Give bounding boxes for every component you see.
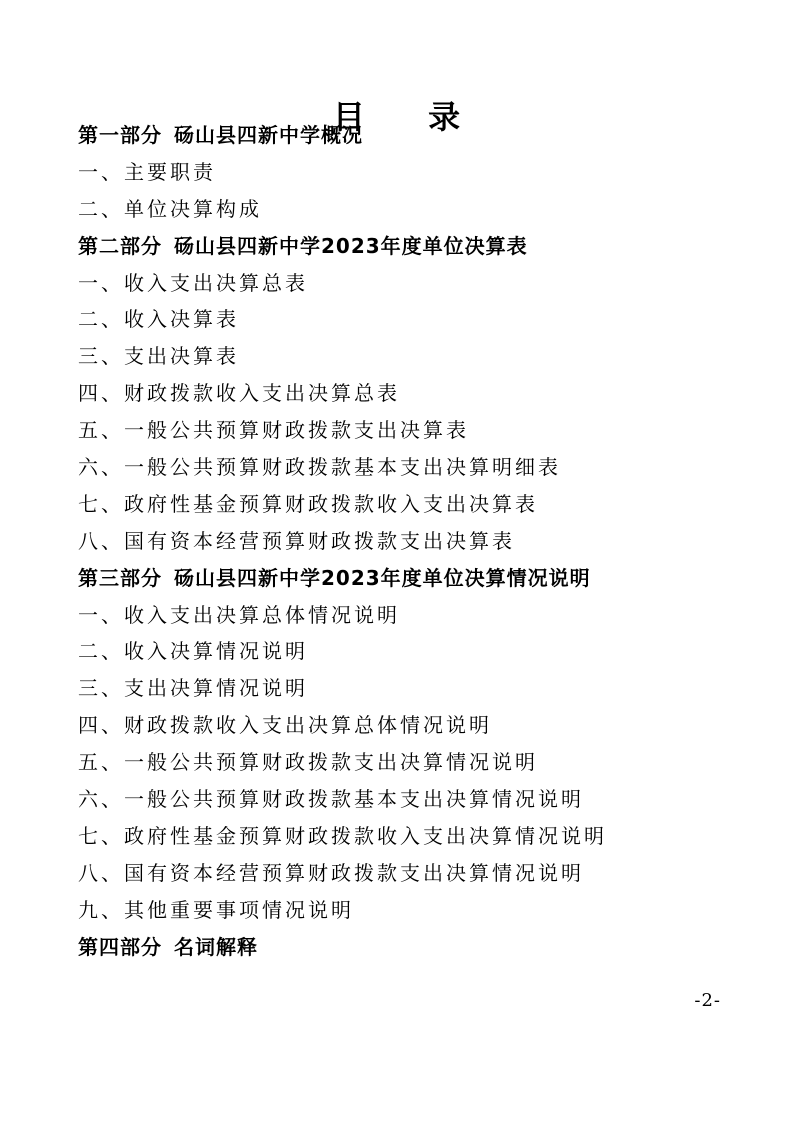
toc-item	[78, 597, 758, 634]
toc-item	[78, 818, 758, 855]
toc-item-text: 二、单位决算构成	[78, 196, 262, 221]
toc-item-text: 五、一般公共预算财政拨款支出决算表	[78, 418, 469, 443]
toc-item-text: 一、主要职责	[78, 159, 216, 184]
toc-item-text: 八、国有资本经营预算财政拨款支出决算表	[78, 528, 515, 553]
toc-item-text: 一、收入支出决算总体情况说明	[78, 602, 400, 627]
toc-item	[78, 154, 758, 191]
toc-item	[78, 633, 758, 670]
toc-item-text: 五、一般公共预算财政拨款支出决算情况说明	[78, 750, 538, 775]
toc-item-text: 一、收入支出决算总表	[78, 270, 308, 295]
toc-item	[78, 449, 758, 486]
toc-part-title: 砀山县四新中学概况	[174, 123, 363, 147]
toc-item	[78, 265, 758, 302]
toc-item	[78, 855, 758, 892]
toc-part-label: 第一部分	[78, 123, 162, 147]
toc-item	[78, 744, 758, 781]
toc-part-heading	[78, 228, 758, 265]
toc-part-label: 第四部分	[78, 934, 162, 959]
toc-part-heading	[78, 929, 758, 966]
page-title: 目 录	[332, 98, 487, 137]
toc-item-text: 三、支出决算表	[78, 344, 239, 369]
toc-item-text: 七、政府性基金预算财政拨款收入支出决算情况说明	[78, 823, 607, 848]
toc-item-text: 八、国有资本经营预算财政拨款支出决算情况说明	[78, 860, 584, 885]
toc-item	[78, 412, 758, 449]
toc-item	[78, 338, 758, 375]
toc-part-title: 名词解释	[174, 934, 258, 959]
toc-item-text: 六、一般公共预算财政拨款基本支出决算明细表	[78, 455, 561, 480]
toc-item	[78, 191, 758, 228]
toc-item-text: 二、收入决算表	[78, 307, 239, 332]
toc-item	[78, 375, 758, 412]
toc-item-text: 四、财政拨款收入支出决算总表	[78, 381, 400, 406]
table-of-contents	[78, 117, 758, 965]
toc-item-text: 三、支出决算情况说明	[78, 676, 308, 701]
toc-item	[78, 301, 758, 338]
toc-item-text: 四、财政拨款收入支出决算总体情况说明	[78, 713, 492, 738]
toc-part-heading	[78, 117, 758, 154]
toc-item-text: 二、收入决算情况说明	[78, 639, 308, 664]
toc-part-title: 砀山县四新中学2023年度单位决算表	[174, 233, 528, 258]
toc-part-label: 第三部分	[78, 565, 162, 590]
toc-item	[78, 707, 758, 744]
toc-item	[78, 781, 758, 818]
toc-part-title: 砀山县四新中学2023年度单位决算情况说明	[174, 565, 591, 590]
toc-item	[78, 523, 758, 560]
toc-part-heading	[78, 560, 758, 597]
toc-item-text: 六、一般公共预算财政拨款基本支出决算情况说明	[78, 787, 584, 812]
toc-item	[78, 670, 758, 707]
toc-item-text: 九、其他重要事项情况说明	[78, 897, 354, 922]
page-number: -2-	[694, 990, 721, 1011]
toc-part-label: 第二部分	[78, 233, 162, 258]
toc-item-text: 七、政府性基金预算财政拨款收入支出决算表	[78, 491, 538, 516]
toc-item	[78, 486, 758, 523]
toc-item	[78, 892, 758, 929]
